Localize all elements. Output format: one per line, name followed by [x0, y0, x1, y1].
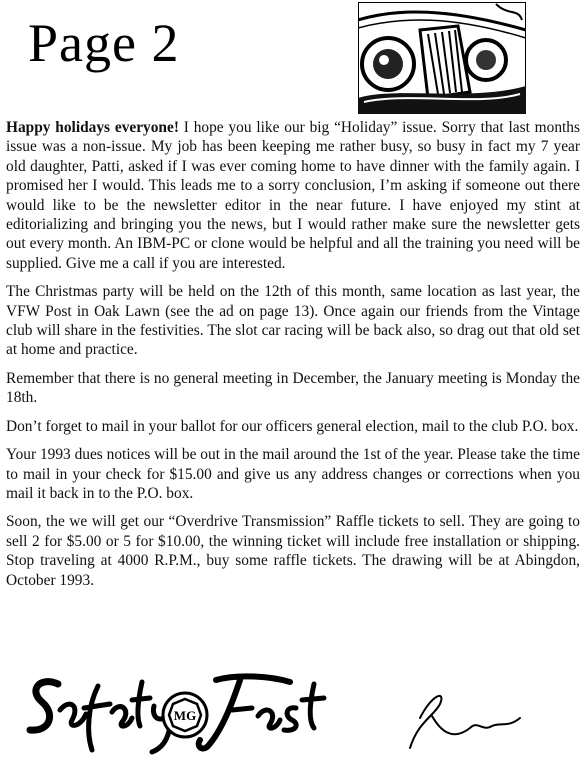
- mg-car-illustration: [358, 2, 526, 114]
- badge-text: MG: [173, 708, 197, 723]
- handwritten-signature: [410, 696, 520, 748]
- page-title: Page 2: [28, 13, 180, 73]
- letter-paragraph: Remember that there is no general meeting in December, the January meeting is Monday the 18th.: [6, 369, 580, 407]
- letter-paragraph: The Christmas party will be held on the 12th of this month, same location as last year, the VFW Post in Oak Lawn (see the ad on page 13). Once again our friends from the Vintage club will share in the festivities. The slot car racing will be back also, so drag out that old set at home and practice.: [6, 283, 580, 359]
- letter-body: [6, 118, 580, 599]
- paragraph-text: I hope you like our big “Holiday” issue. Sorry that last months issue was a non-issue. My job has been keeping me rather busy, so busy in fact my 7 year old daughter, Patti, asked if I was ever coming home to have dinner with the family again. I promised her I would. This leads me to a sorry conclusion, I’m asking if someone out there would like to be the newsletter editor in the near future. I have enjoyed my stint at editorializing and bringing you the news, but I would rather make sure the newsletter gets out every month. An IBM-PC or clone would be helpful and all the training you need will be supplied. Give me a call if you are interested.: [6, 119, 580, 272]
- letter-paragraph: Don’t forget to mail in your ballot for our officers general election, mail to the club P.O. box.: [6, 417, 579, 435]
- greeting-lead: Happy holidays everyone!: [6, 119, 179, 136]
- letter-paragraph: [6, 118, 580, 273]
- signoff: [0, 670, 585, 760]
- letter-paragraph: Soon, the we will get our “Overdrive Transmission” Raffle tickets to sell. They are going to sell 2 for $5.00 or 5 for $10.00, the winning ticket will include free installation or shipping. Stop traveling at 4000 R.P.M., buy some raffle tickets. The drawing will be at Abingdon, October 1993.: [6, 513, 580, 589]
- letter-paragraph: Your 1993 dues notices will be out in the mail around the 1st of the year. Please take the time to mail in your check for $15.00 and give us any address changes or corrections when you mail it back in to the P.O. box.: [6, 446, 580, 502]
- mg-octagon-badge: [163, 693, 207, 737]
